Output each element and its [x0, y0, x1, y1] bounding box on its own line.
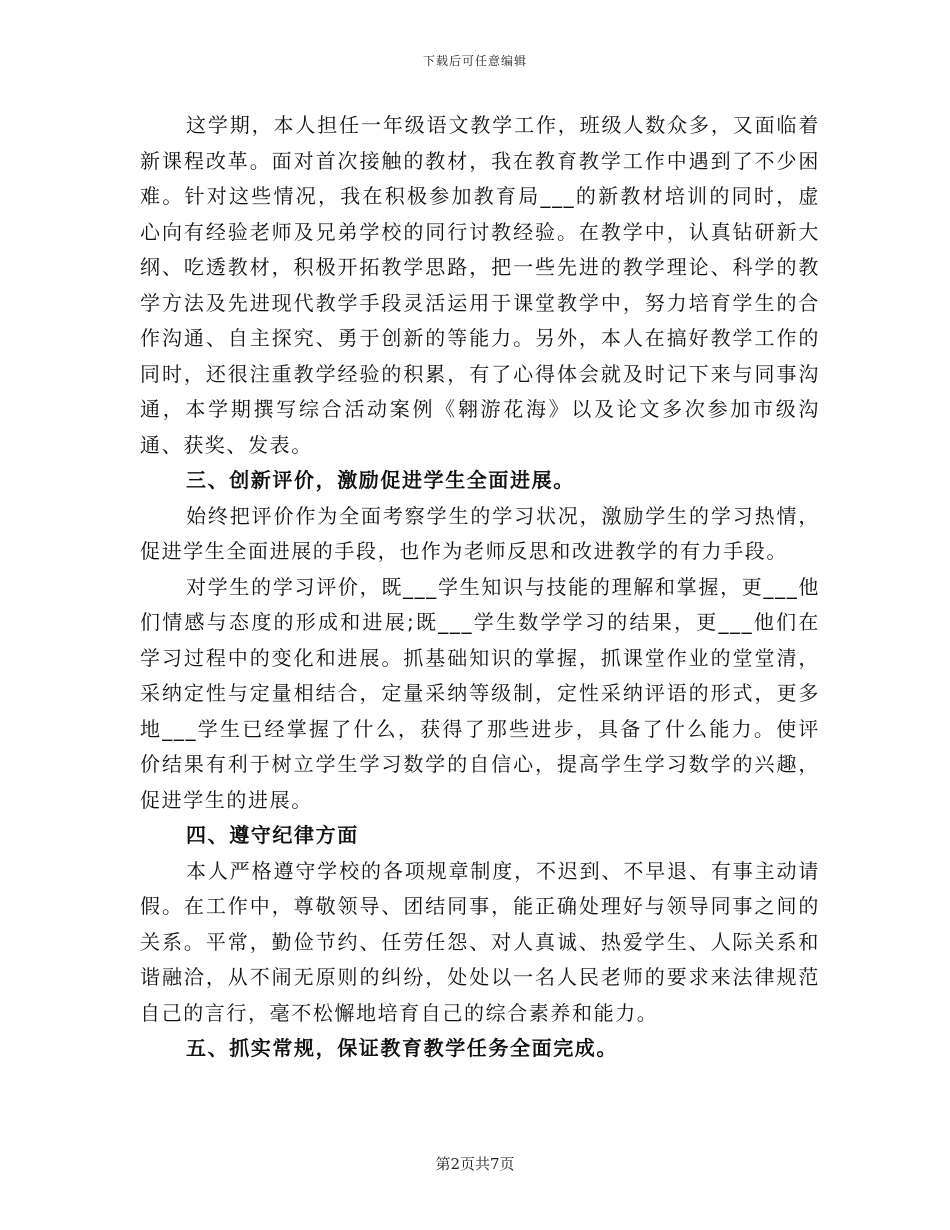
paragraph-evaluation-method: 对学生的学习评价，既___学生知识与技能的理解和掌握，更___他们情感与态度的形成和进展;既___学生数学学习的结果，更___他们在学习过程中的变化和进展。抓基础知识的掌握，抓课堂作业的堂堂清，采纳定性与定量相结合，定量采纳等级制，定性采纳评语的形式，更多地___学生已经掌握了什么，获得了那些进步，具备了什么能力。使评价结果有利于树立学生学习数学的自信心，提高学生学习数学的兴趣，促进学生的进展。: [140, 574, 820, 812]
page-header-note: 下载后可任意编辑: [422, 54, 527, 68]
document-body: [140, 108, 820, 1067]
section-heading-discipline: 四、遵守纪律方面: [186, 823, 359, 847]
paragraph-evaluation-purpose: 始终把评价作为全面考察学生的学习状况，激励学生的学习热情，促进学生全面进展的手段，也作为老师反思和改进教学的有力手段。: [140, 503, 820, 563]
paragraph-discipline: 本人严格遵守学校的各项规章制度，不迟到、不早退、有事主动请假。在工作中，尊敬领导、团结同事，能正确处理好与领导同事之间的关系。平常，勤俭节约、任劳任怨、对人真诚、热爱学生、人际关系和谐融洽，从不闹无原则的纠纷，处处以一名人民老师的要求来法律规范自己的言行，毫不松懈地培育自己的综合素养和能力。: [140, 858, 820, 1025]
section-heading-evaluation: 三、创新评价，激励促进学生全面进展。: [186, 468, 575, 492]
paragraph-teaching-work: 这学期，本人担任一年级语文教学工作，班级人数众多，又面临着新课程改革。面对首次接触的教材，我在教育教学工作中遇到了不少困难。针对这些情况，我在积极参加教育局___的新教材培训的同时，虚心向有经验老师及兄弟学校的同行讨教经验。在教学中，认真钻研新大纲、吃透教材，积极开拓教学思路，把一些先进的教学理论、科学的教学方法及先进现代教学手段灵活运用于课堂教学中，努力培育学生的合作沟通、自主探究、勇于创新的等能力。另外，本人在搞好教学工作的同时，还很注重教学经验的积累，有了心得体会就及时记下来与同事沟通，本学期撰写综合活动案例《翱游花海》以及论文多次参加市级沟通、获奖、发表。: [140, 113, 820, 457]
page-number: 第2页共7页: [435, 1155, 515, 1173]
section-heading-routine: 五、抓实常规，保证教育教学任务全面完成。: [186, 1036, 618, 1060]
